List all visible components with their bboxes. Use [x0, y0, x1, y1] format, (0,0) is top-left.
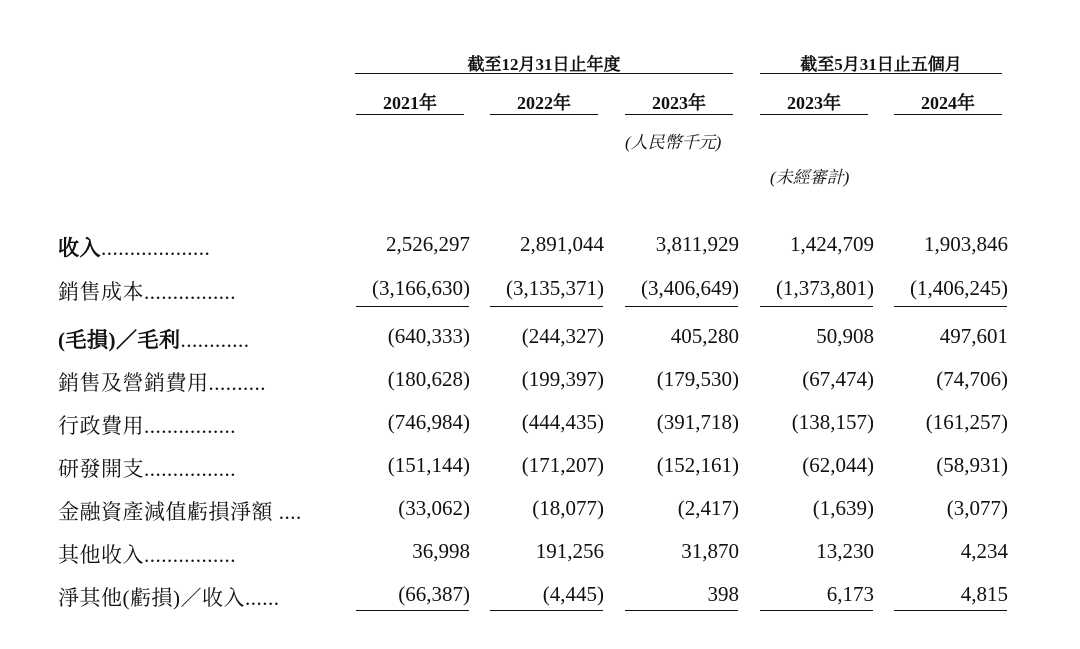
row-label: [58, 410, 236, 440]
year-rule-2024-5m: [894, 114, 1002, 115]
row-label-text: 銷售及營銷費用: [58, 371, 209, 395]
table-cell: 1,903,846: [924, 232, 1008, 256]
year-rule-2023-5m: [760, 114, 868, 115]
table-cell: (640,333): [387, 324, 470, 348]
leader-dots: ................: [144, 457, 236, 481]
leader-dots: ............: [180, 328, 250, 352]
table-cell: (58,931): [936, 453, 1008, 477]
final-rule-2021: [356, 610, 469, 611]
row-label-text: (毛損)／毛利: [58, 328, 181, 352]
table-cell: (3,406,649): [641, 276, 739, 300]
table-cell: (3,166,630): [372, 276, 470, 300]
table-cell: 191,256: [535, 539, 604, 563]
row-label: [58, 453, 236, 483]
year-rule-2022: [490, 114, 598, 115]
table-cell: (199,397): [521, 367, 604, 391]
final-rule-2023-5m: [760, 610, 873, 611]
final-rule-2022: [490, 610, 603, 611]
year-header-2021: 2021年: [383, 93, 437, 113]
table-cell: (180,628): [387, 367, 470, 391]
final-rule-2024-5m: [894, 610, 1007, 611]
subtotal-rule-2021: [356, 306, 469, 307]
row-label-text: 金融資產減值虧損淨額: [58, 500, 273, 524]
table-cell: (1,406,245): [910, 276, 1008, 300]
table-cell: (1,373,801): [776, 276, 874, 300]
subtotal-rule-2023-5m: [760, 306, 873, 307]
final-rule-2023: [625, 610, 738, 611]
table-cell: (171,207): [521, 453, 604, 477]
row-label: [58, 496, 302, 526]
table-cell: (3,077): [946, 496, 1008, 520]
leader-dots: ......: [245, 586, 280, 610]
table-cell: 497,601: [939, 324, 1008, 348]
table-cell: (3,135,371): [506, 276, 604, 300]
row-label: [58, 324, 250, 354]
year-header-2023: 2023年: [652, 93, 706, 113]
group-header-fy: 截至12月31日止年度: [467, 55, 621, 74]
table-cell: (66,387): [398, 582, 470, 606]
table-cell: 13,230: [816, 539, 874, 563]
table-cell: (62,044): [802, 453, 874, 477]
year-rule-2021: [356, 114, 464, 115]
leader-dots: ................: [144, 414, 236, 438]
table-cell: (74,706): [936, 367, 1008, 391]
row-label: [58, 582, 280, 612]
table-cell: (244,327): [521, 324, 604, 348]
table-cell: (151,144): [387, 453, 470, 477]
table-cell: (152,161): [656, 453, 739, 477]
table-cell: 3,811,929: [655, 232, 739, 256]
table-cell: (2,417): [677, 496, 739, 520]
table-cell: 398: [707, 582, 739, 606]
table-cell: (161,257): [925, 410, 1008, 434]
table-cell: (746,984): [387, 410, 470, 434]
year-header-2022: 2022年: [517, 93, 571, 113]
year-rule-2023: [625, 114, 733, 115]
table-cell: 50,908: [816, 324, 874, 348]
table-cell: (391,718): [656, 410, 739, 434]
table-cell: 2,891,044: [520, 232, 604, 256]
row-label-text: 行政費用: [58, 414, 144, 438]
table-cell: (444,435): [521, 410, 604, 434]
table-cell: (33,062): [398, 496, 470, 520]
leader-dots: ...................: [101, 236, 211, 260]
leader-dots: ..........: [208, 371, 266, 395]
group-header-5m: 截至5月31日止五個月: [800, 55, 962, 74]
unit-note: (人民幣千元): [625, 133, 722, 152]
table-cell: 31,870: [681, 539, 739, 563]
leader-dots: ................: [144, 543, 236, 567]
row-label: [58, 276, 236, 306]
table-cell: 4,234: [960, 539, 1008, 563]
table-cell: 4,815: [960, 582, 1008, 606]
leader-dots: ....: [273, 500, 302, 524]
year-header-2023-5m: 2023年: [787, 93, 841, 113]
table-cell: (67,474): [802, 367, 874, 391]
table-cell: 2,526,297: [386, 232, 470, 256]
row-label-text: 研發開支: [58, 457, 144, 481]
row-label: [58, 232, 210, 262]
row-label-text: 淨其他(虧損)／收入: [58, 586, 245, 610]
table-cell: 6,173: [826, 582, 874, 606]
leader-dots: ................: [144, 280, 236, 304]
table-cell: 1,424,709: [790, 232, 874, 256]
row-label-text: 收入: [58, 236, 101, 260]
group-header-5m-rule: [760, 73, 1002, 74]
subtotal-rule-2022: [490, 306, 603, 307]
row-label-text: 銷售成本: [58, 280, 144, 304]
subtotal-rule-2023: [625, 306, 738, 307]
table-cell: (138,157): [791, 410, 874, 434]
table-cell: 36,998: [412, 539, 470, 563]
unaudited-note: (未經審計): [770, 168, 850, 187]
group-header-fy-rule: [355, 73, 733, 74]
row-label: [58, 367, 266, 397]
row-label: [58, 539, 236, 569]
table-cell: (18,077): [532, 496, 604, 520]
subtotal-rule-2024-5m: [894, 306, 1007, 307]
table-cell: (4,445): [542, 582, 604, 606]
year-header-2024-5m: 2024年: [921, 93, 975, 113]
table-cell: (179,530): [656, 367, 739, 391]
table-cell: (1,639): [812, 496, 874, 520]
row-label-text: 其他收入: [58, 543, 144, 567]
table-cell: 405,280: [670, 324, 739, 348]
